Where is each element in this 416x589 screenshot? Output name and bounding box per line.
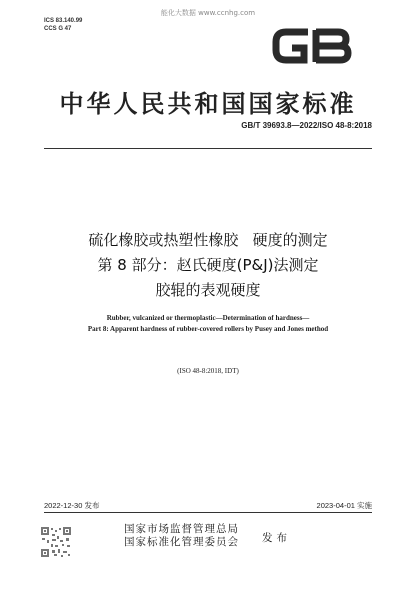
bottom-divider [44,512,372,513]
ics-code: ICS 83.140.99 [44,18,83,24]
chinese-title-line-3: 胶辊的表观硬度 [155,281,261,299]
issuing-authorities [124,523,239,549]
implement-date: 2023-04-01 实施 [316,501,372,510]
standard-code: GB/T 39693.8—2022/ISO 48-8:2018 [241,121,372,130]
qr-code-icon [40,526,72,558]
watermark-text: 能化大数据 www.ccnhg.com [160,9,256,17]
issuer-samr: 国家市场监督管理总局 [124,523,239,535]
issue-action: 发布 [262,532,291,544]
issuer-sac: 国家标准化管理委员会 [124,536,239,548]
standard-type-heading: 中华人民共和国国家标准 [59,89,357,118]
ccs-code: CCS G 47 [44,26,72,32]
top-divider [44,148,372,149]
chinese-title-line-1: 硫化橡胶或热塑性橡胶 硬度的测定 [88,231,328,249]
chinese-title [0,228,416,303]
english-title-line-1: Rubber, vulcanized or thermoplastic—Determination of hardness— [106,314,310,322]
gb-logo [270,24,354,68]
publish-date: 2022-12-30 发布 [44,501,100,510]
english-title [0,313,416,335]
classification-codes [44,17,82,33]
iso-reference: (ISO 48-8:2018, IDT) [177,367,239,375]
english-title-line-2: Part 8: Apparent hardness of rubber-covered rollers by Pusey and Jones method [87,325,329,333]
chinese-title-line-2: 第 8 部分：赵氏硬度(P&J)法测定 [97,256,319,274]
